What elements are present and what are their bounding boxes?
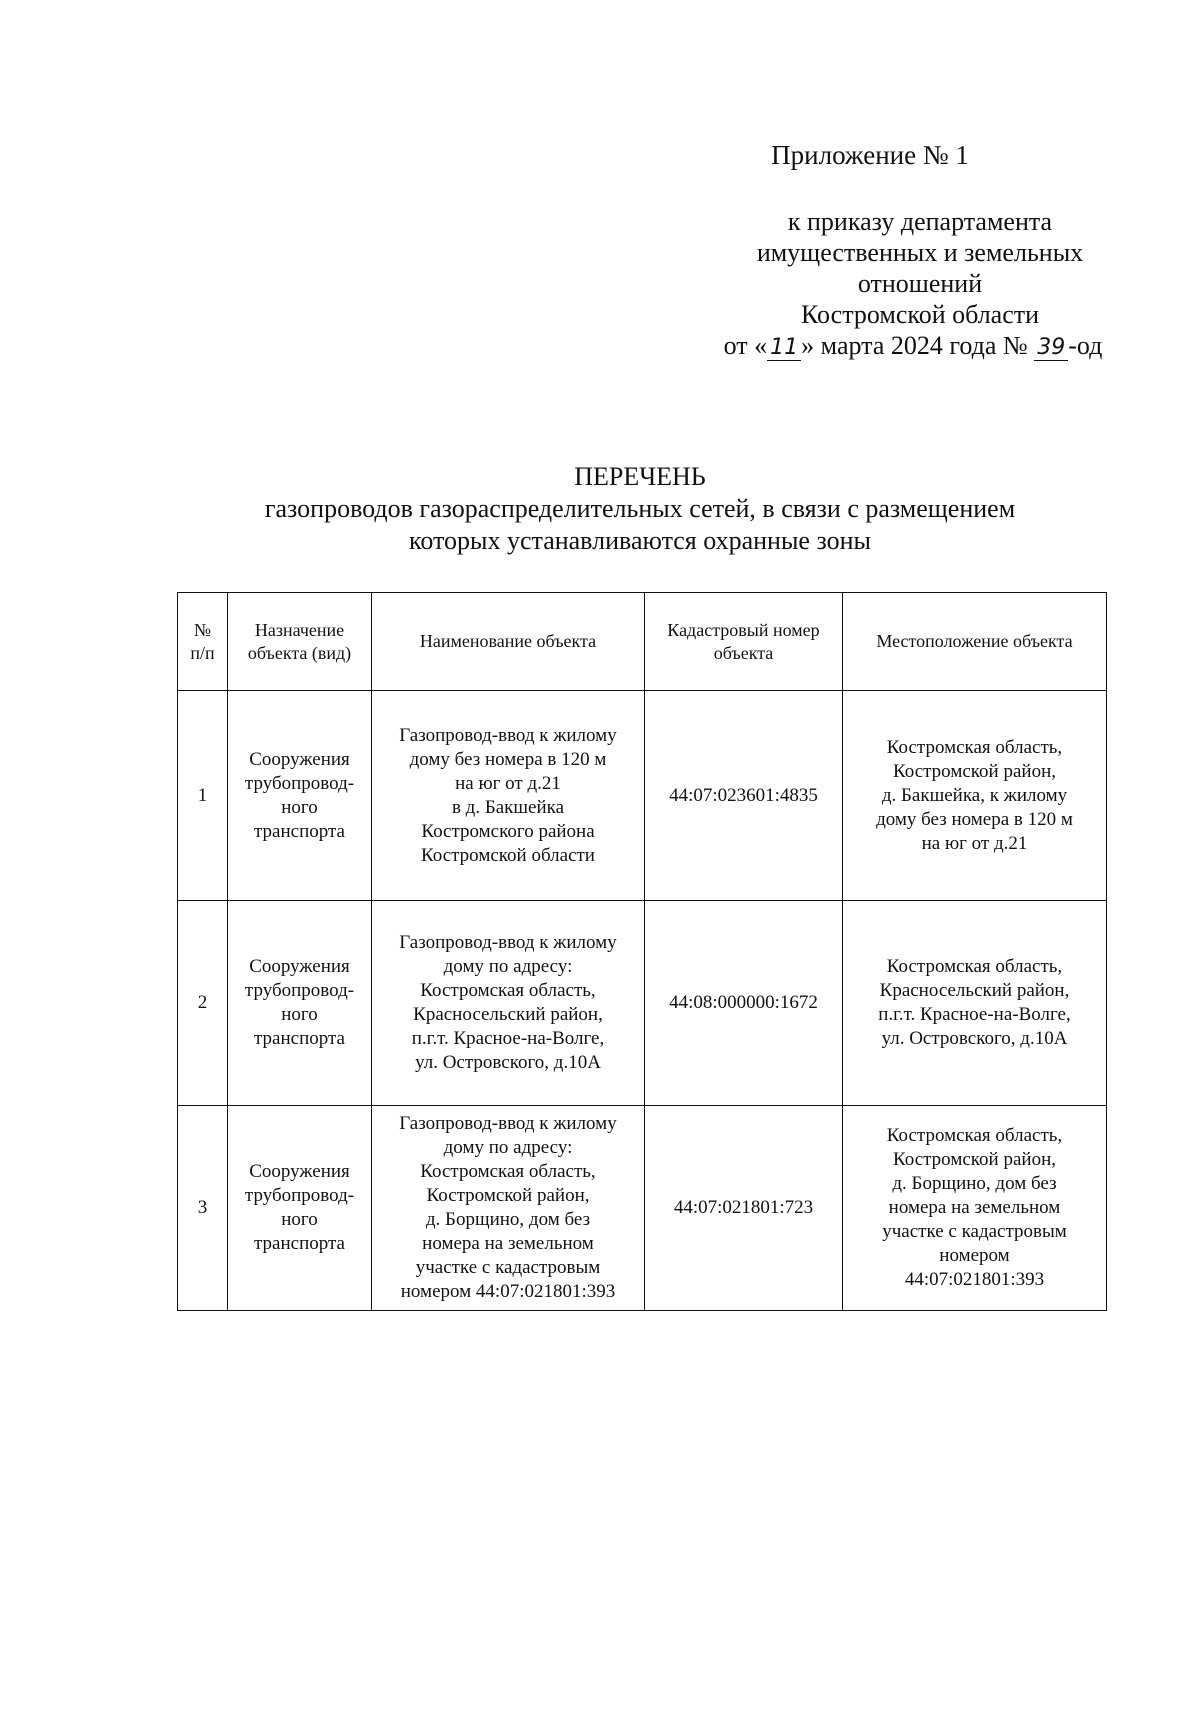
cell-text: номера на земельном	[422, 1233, 594, 1254]
cell-text: дому без номера в 120 м	[876, 808, 1073, 830]
cell-text: в д. Бакшейка	[451, 796, 565, 818]
cell-text: Костромская область,	[886, 736, 1063, 758]
cell-text: Костромской области	[421, 844, 595, 866]
table-header-row	[178, 593, 1107, 691]
cell-text: д. Борщино, дом без	[892, 1173, 1057, 1194]
cell-text: трубопровод-	[244, 772, 355, 794]
cell-text: Сооружения	[249, 1161, 350, 1182]
cell-text: участке с кадастровым	[882, 1221, 1067, 1242]
cell-name	[372, 1106, 645, 1311]
cell-text: Газопровод-ввод к жилому	[399, 932, 617, 953]
header-text: Местоположение объекта	[876, 631, 1073, 651]
cell-text: Костромская область,	[420, 980, 596, 1001]
cell-text: Костромской район,	[426, 1185, 590, 1206]
table-row	[178, 691, 1107, 901]
appendix-title: Приложение № 1	[771, 140, 969, 170]
header-text: №	[193, 619, 212, 640]
cell-text: Газопровод-ввод к жилому	[399, 724, 617, 746]
cell-num: 1	[178, 691, 228, 901]
header-cadastral	[645, 593, 843, 691]
cell-type	[228, 901, 372, 1106]
order-number-handwritten: 39	[1034, 336, 1068, 361]
order-prefix: от «	[723, 331, 768, 360]
header-location	[843, 593, 1107, 691]
cell-text: д. Бакшейка, к жилому	[881, 784, 1068, 806]
header-text: объекта (вид)	[247, 642, 352, 663]
cell-text: д. Борщино, дом без	[425, 1209, 591, 1230]
cell-text: Костромской район,	[893, 760, 1056, 782]
cell-num: 2	[178, 901, 228, 1106]
cell-text: на юг от д.21	[921, 832, 1028, 854]
pipelines-table	[177, 592, 1107, 1311]
heading-title: ПЕРЕЧЕНЬ	[574, 462, 706, 491]
heading-line: газопроводов газораспределительных сетей, в связи с размещением	[264, 494, 1016, 523]
header-text: Назначение	[254, 619, 345, 640]
order-middle: » марта 2024 года №	[801, 331, 1028, 360]
heading-line: которых устанавливаются охранные зоны	[409, 526, 871, 555]
cell-text: п.г.т. Красное-на-Волге,	[411, 1028, 605, 1049]
table-row	[178, 1106, 1107, 1311]
cell-type	[228, 691, 372, 901]
cell-text: номером 44:07:021801:393	[400, 1281, 616, 1302]
cell-text: на юг от д.21	[455, 772, 561, 794]
cell-type	[228, 1106, 372, 1311]
cell-text: транспорта	[254, 1028, 345, 1049]
cell-name	[372, 691, 645, 901]
cell-text: ул. Островского, д.10А	[415, 1052, 601, 1073]
cell-text: ного	[281, 796, 318, 818]
cell-text: участке с кадастровым	[415, 1257, 601, 1278]
header-name	[372, 593, 645, 691]
header-text: Кадастровый номер	[667, 619, 820, 640]
cell-location	[843, 1106, 1107, 1311]
cell-text: Костромская область,	[886, 1125, 1063, 1146]
cell-text: Газопровод-ввод к жилому	[399, 1113, 617, 1134]
cell-text: трубопровод-	[244, 1185, 355, 1206]
cell-text: дому по адресу:	[443, 956, 573, 977]
cell-text: Костромская область,	[420, 1161, 596, 1182]
cell-text: номером	[939, 1245, 1010, 1266]
cell-cadastral: 44:08:000000:1672	[645, 901, 843, 1106]
cell-text: Костромская область,	[886, 956, 1063, 977]
cell-text: Костромской район,	[893, 1149, 1056, 1170]
header-text: п/п	[190, 642, 215, 663]
cell-text: Красносельский район,	[879, 980, 1070, 1001]
cell-name	[372, 901, 645, 1106]
cell-text: ного	[281, 1209, 318, 1230]
cell-text: Сооружения	[249, 956, 350, 977]
cell-text: Красносельский район,	[413, 1004, 603, 1025]
cell-text: дому по адресу:	[443, 1137, 573, 1158]
cell-location	[843, 691, 1107, 901]
cell-text: 44:07:021801:393	[904, 1269, 1045, 1290]
order-line	[686, 330, 1140, 361]
header-text: Наименование объекта	[419, 631, 597, 651]
appendix-line: к приказу департамента	[787, 207, 1053, 236]
table-row	[178, 901, 1107, 1106]
appendix-block	[700, 140, 1140, 361]
appendix-line: отношений	[857, 269, 983, 298]
cell-text: ул. Островского, д.10А	[881, 1028, 1068, 1049]
cell-cadastral: 44:07:023601:4835	[645, 691, 843, 901]
cell-text: ного	[281, 1004, 318, 1025]
appendix-reference	[700, 206, 1140, 361]
order-suffix: -од	[1068, 331, 1103, 360]
appendix-line: имущественных и земельных	[756, 238, 1084, 267]
cell-text: п.г.т. Красное-на-Волге,	[878, 1004, 1071, 1025]
cell-text: номера на земельном	[888, 1197, 1061, 1218]
cell-cadastral: 44:07:021801:723	[645, 1106, 843, 1311]
order-day-handwritten: 11	[767, 336, 801, 361]
cell-num: 3	[178, 1106, 228, 1311]
document-heading	[180, 461, 1100, 557]
header-type	[228, 593, 372, 691]
cell-text: трубопровод-	[244, 980, 355, 1001]
header-text: объекта	[713, 642, 774, 663]
cell-text: Сооружения	[249, 748, 350, 770]
appendix-line: Костромской области	[800, 300, 1040, 329]
cell-text: транспорта	[254, 1233, 345, 1254]
cell-text: транспорта	[254, 820, 345, 842]
cell-text: Костромского района	[421, 820, 595, 842]
cell-location	[843, 901, 1107, 1106]
cell-text: дому без номера в 120 м	[409, 748, 607, 770]
header-num	[178, 593, 228, 691]
